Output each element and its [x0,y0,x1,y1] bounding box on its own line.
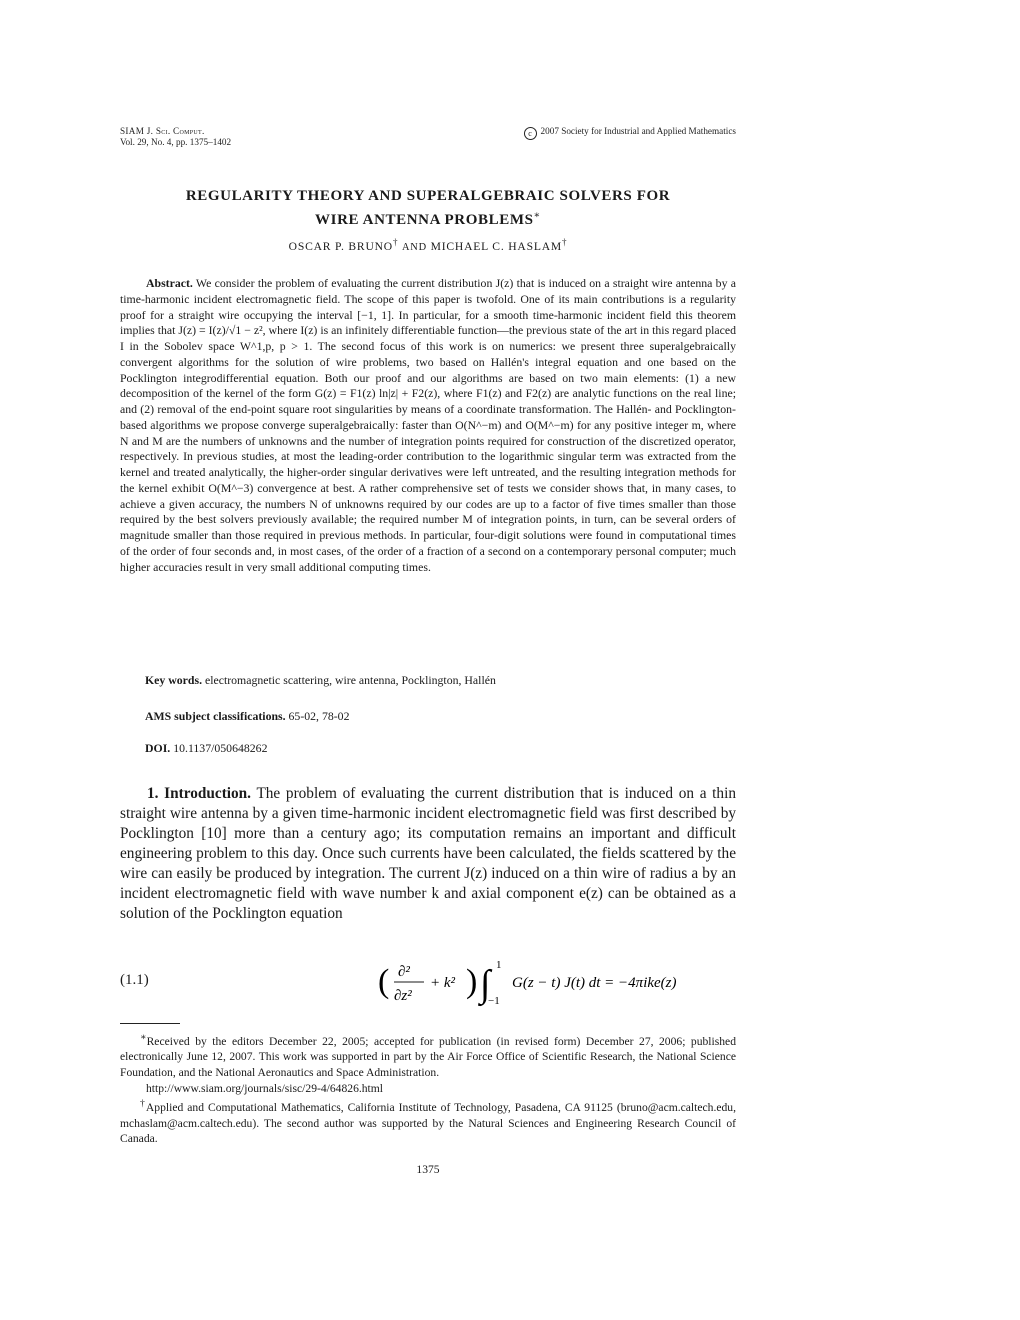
keywords [145,673,496,688]
copyright-icon: c [524,127,537,140]
abstract-text: We consider the problem of evaluating the current distribution J(z) that is induced on a straight wire antenna by a time-harmonic incident electromagnetic field. The scope of this paper is twofold. One of its main contributions is a regularity proof for a straight wire occupying the interval [−1, 1]. In particular, for a smooth time-harmonic incident field this theorem implies that J(z) = I(z)/√1 − z², where I(z) is an infinitely differentiable function—the previous state of the art in this regard placed I in the Sobolev space W^1,p, p > 1. The second focus of this work is on numerics: we present three superalgebraically convergent algorithms for the solution of wire problems, two based on Hallén's integral equation and one based on the Pocklington integrodifferential equation. Both our proof and our algorithms are based on two main elements: (1) a new decomposition of the kernel of the form G(z) = F1(z) ln|z| + F2(z), where F1(z) and F2(z) are analytic functions on the real line; and (2) removal of the end-point square root singularities by means of a coordinate transformation. The Hallén- and Pocklington-based algorithms we propose converge superalgebraically: faster than O(N^−m) and O(M^−m) for any positive integer m, where N and M are the numbers of unknowns and the number of integration points required for construction of the discretized operator, respectively. In previous studies, at most the leading-order contribution to the logarithmic singular term was extracted from the kernel and treated analytically, the higher-order singular derivatives were left untreated, and the resulting integration methods for the kernel exhibit O(M^−3) convergence at best. A rather comprehensive set of tests we consider shows that, in many cases, to achieve a given accuracy, the numbers N of unknowns required by our codes are up to a factor of five times smaller than those required by the best solvers previously available; the required number M of integration points, in turn, can be several orders of magnitude smaller than those required in previous methods. In particular, four-digit solutions were found in computational times of the order of four seconds and, in most cases, of the order of a fraction of a second on a contemporary personal computer; much higher accuracies result in very small additional computing times. [120,276,736,574]
doi [145,741,267,756]
footnote-url: http://www.siam.org/journals/sisc/29-4/64826.html [146,1081,384,1095]
journal-name: SIAM J. Sci. Comput. [120,126,205,136]
integrand: G(z − t) J(t) dt = −4πike(z) [512,975,677,991]
title-line-1: REGULARITY THEORY AND SUPERALGEBRAIC SOLVERS FOR [185,188,671,204]
running-header [120,126,736,148]
title-line-2: WIRE ANTENNA PROBLEMS [315,212,534,228]
equation-number: (1.1) [120,972,149,988]
author-2: MICHAEL C. HASLAM [430,239,562,253]
author-1-mark: † [392,237,399,247]
footnote-2-mark: † [140,1098,146,1110]
journal-volume: Vol. 29, No. 4, pp. 1375–1402 [120,137,232,147]
keywords-text: electromagnetic scattering, wire antenna, Pocklington, Hallén [204,673,496,687]
introduction-section [120,784,736,924]
footnote-1-text: Received by the editors December 22, 2005; accepted for publication (in revised form) December 27, 2006; published electronically June 12, 2007. This work was supported in part by the Air Force Office of Scientific Research, the National Science Foundation, and the National Aeronautics and Space Administration. [120,1034,736,1080]
title-footnote-mark: ∗ [533,210,541,221]
integral-sign: ∫ [480,963,491,1005]
keywords-label: Key words. [145,673,203,687]
copyright-text: 2007 Society for Industrial and Applied Mathematics [540,126,736,136]
doi-text: 10.1137/050648262 [173,741,268,755]
ams-text: 65-02, 78-02 [288,709,350,723]
doi-label: DOI. [145,741,171,755]
footnote-2 [120,1096,736,1147]
author-conjunction: AND [402,241,427,253]
left-paren: ( [378,963,390,1000]
integral-upper-limit: 1 [496,959,502,971]
author-line [120,237,736,253]
author-1: OSCAR P. BRUNO [288,239,393,253]
abstract-heading: Abstract. [146,276,193,290]
page-number: 1375 [416,1163,440,1176]
footnote-rule [120,1023,180,1024]
footnote-1 [120,1030,736,1081]
author-2-mark: † [562,237,568,247]
partial-numerator: ∂² [398,964,410,980]
pocklington-equation [378,956,738,1012]
copyright-line [524,126,736,140]
intro-text: The problem of evaluating the current distribution that is induced on a thin straight wire antenna by a given time-harmonic incident electromagnetic field was first described by Pocklington [10] more than a century ago; its computation remains an important and difficult engineering problem to this day. Once such currents have been calculated, the fields scattered by the wire can easily be produced by integration. The current J(z) induced on a thin wire of radius a by an incident electromagnetic field with wave number k and axial component e(z) can be obtained as a solution of the Pocklington equation [120,785,736,922]
footnote-1-mark: ∗ [140,1032,147,1043]
footnote-2-text: Applied and Computational Mathematics, California Institute of Technology, Pasadena, CA 91125 (bruno@acm.caltech.edu, mchaslam@acm.caltech.edu). The second author was supported by the Natural Sciences and Engineering Research Council of Canada. [120,1101,736,1146]
intro-heading: 1. Introduction. [147,785,252,802]
paper-title [120,186,736,230]
equation-1-1 [120,956,736,1006]
partial-denominator: ∂z² [394,988,412,1004]
integral-lower-limit: −1 [488,995,500,1007]
ams-label: AMS subject classifications. [145,709,286,723]
plus-k-squared: + k² [430,975,456,991]
footnotes [120,1030,736,1147]
ams-classification [145,709,349,724]
abstract [120,276,736,575]
right-paren: ) [466,963,478,1000]
